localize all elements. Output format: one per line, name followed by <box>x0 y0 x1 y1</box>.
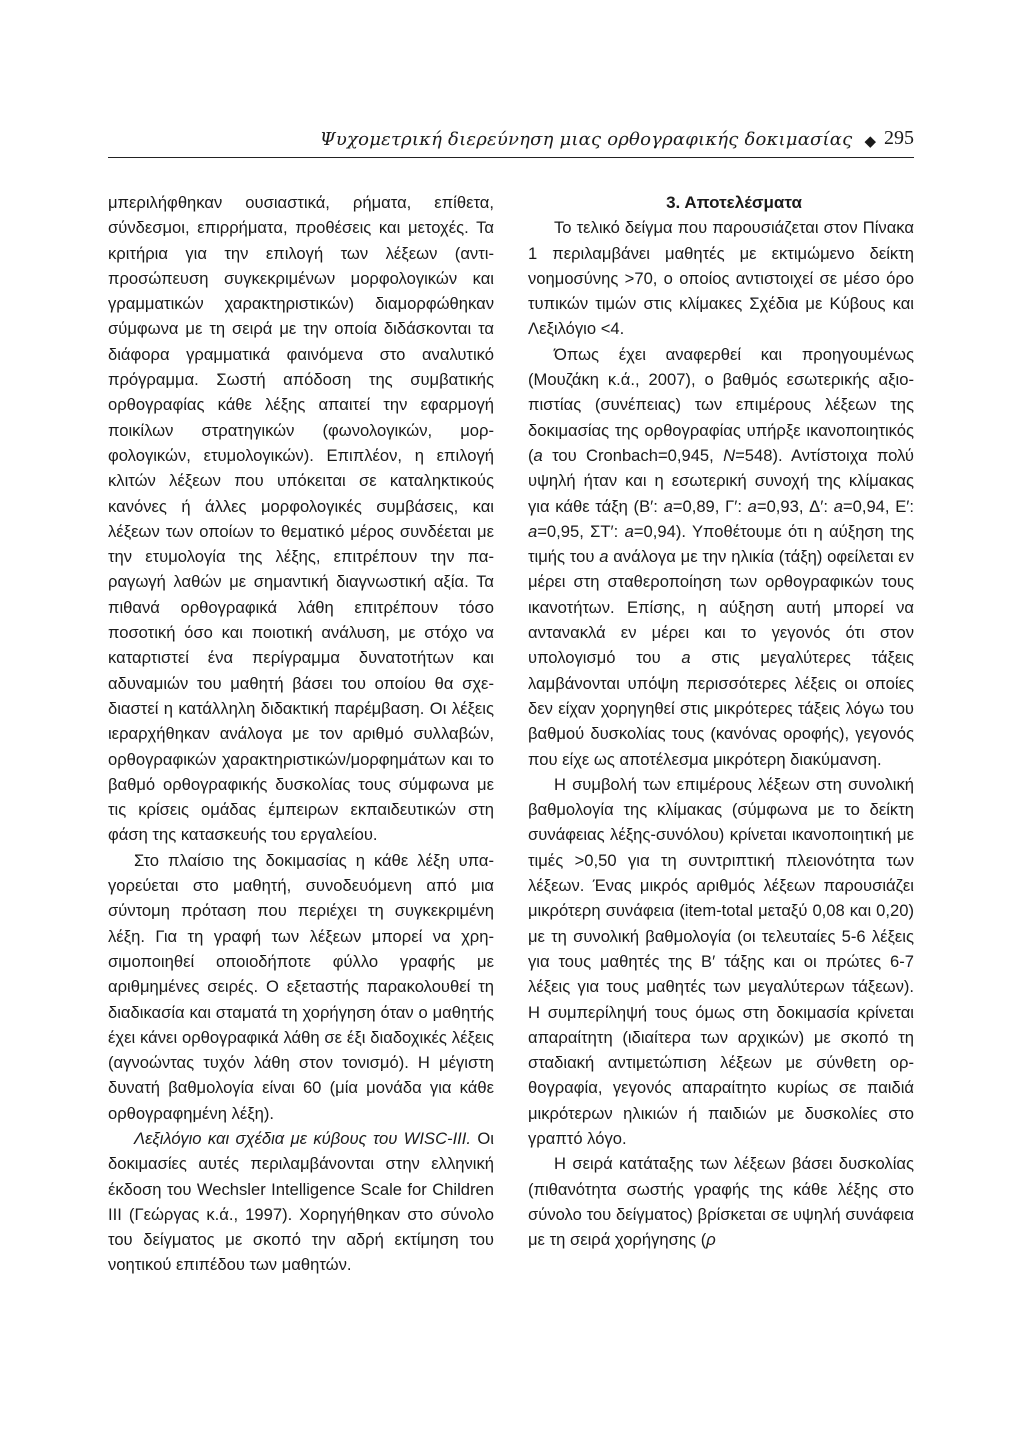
running-head <box>108 120 914 158</box>
symbol-a: a <box>624 521 634 541</box>
paragraph <box>528 342 914 772</box>
symbol-a: a <box>681 648 691 668</box>
text-run: =0,94). Υποθέτουμε ότι η αύξηση της τιμής του <box>528 521 914 567</box>
symbol-a: a <box>747 496 757 516</box>
text-run: Όπως έχει αναφερθεί και προηγουμένως (Μουζάκη κ.ά., 2007), ο βαθμός εσωτερικής αξιοπιστίας (συνέπειας) των επιμέρους λέξεων της δοκιμασίας της ορθογραφίας υπήρξε ικανοποιητικός ( <box>528 344 914 465</box>
text-run: =0,89, Γ′: <box>672 496 748 516</box>
symbol-rho: ρ <box>706 1230 716 1250</box>
running-head-title: Ψυχομετρική διερεύνηση μιας ορθογραφικής δοκιμασίας <box>319 129 853 150</box>
paragraph-text: Οι δοκιμασίες αυτές περιλαμβάνονται στην ελληνική έκδοση του Wechsler Intelligence Scale for Children III (Γεώργας κ.ά., 1997). Χορηγήθηκαν στο σύνολο του δείγματος με σκοπό την αδρή εκτίμηση του νοητικού επιπέδου των μαθητών. <box>108 1128 494 1275</box>
text-run: =548). Αντίστοιχα πολύ υψηλή ήταν και η εσωτερική συνοχή της κλίμακας για κάθε τάξη (Β′: <box>528 445 915 516</box>
right-column <box>528 190 914 1252</box>
symbol-a: a <box>533 445 543 465</box>
paragraph: μπεριλήφθηκαν ουσιαστικά, ρήματα, επίθετα, σύνδεσμοι, επιρρήματα, προθέσεις και μετοχές. Τα κριτήρια για την επιλογή των λέξεων (αντιπροσώπευση συγκεκριμένων μορφολογικών και γραμματικών χαρακτηριστικών) διαμορφώθηκαν σύμφωνα με τη σειρά με την οποία διδάσκονται τα διάφορα γραμματικά φαινόμενα στο αναλυτικό πρόγραμμα. Σωστή απόδοση της συμβατικής ορθογραφίας κάθε λέξης απαιτεί την εφαρμογή ποικίλων στρατηγικών (φωνολογικών, μορφολογικών, ετυμολογικών). Επιπλέον, η επιλογή κλιτών λέξεων που υπόκειται σε καταληκτικούς κανόνες ή άλλες μορφολογικές συμβάσεις, και λέξεων των οποίων το θεματικό μέρος συνδέεται με την ετυμολογία της λέξης, επιτρέπουν την παραγωγή λαθών με σημαντική διαγνωστική αξία. Τα πιθανά ορθογραφικά λάθη επιτρέπουν τόσο ποσοτική όσο και ποιοτική ανάλυση, με στόχο να καταρτιστεί ένα περίγραμμα δυνατοτήτων και αδυναμιών του μαθητή βάσει του οποίου θα σχεδιαστεί η κατάλληλη διδακτική παρέμβαση. Οι λέξεις ιεραρχήθηκαν ανάλογα με τον αριθμό συλλαβών, ορθογραφικών χαρακτηριστικών/μορφημάτων και το βαθμό ορθογραφικής δυσκολίας τους σύμφωνα με τις κρίσεις ομάδας έμπειρων εκπαιδευτικών στη φάση της κατασκευής του εργαλείου. <box>108 193 494 845</box>
symbol-a: a <box>528 521 538 541</box>
text-run: =0,95, ΣΤ′: <box>537 521 625 541</box>
section-heading: 3. Αποτελέσματα <box>666 193 802 212</box>
paragraph <box>108 1126 494 1278</box>
symbol-a: a <box>663 496 673 516</box>
page-number: 295 <box>884 127 914 149</box>
paragraph: Η συμβολή των επιμέρους λέξεων στη συνολική βαθμολογία της κλίμακας (σύμφωνα με το δείκτη συνάφειας λέξης-συνόλου) κρίνεται ικανοποιητική με τιμές >0,50 για τη συντριπτική πλειονότητα των λέξεων. Ένας μικρός αριθμός λέξεων παρουσιάζει μικρότερη συνάφεια (item-total μεταξύ 0,08 και 0,20) με τη συνολική βαθμολογία (οι τελευταίες 5-6 λέξεις για τους μαθητές της Β′ τάξης και οι πρώτες 6-7 λέξεις για τους μαθητές των μεγαλύτερων τάξεων). Η συμπερίληψή τους όμως στη δοκιμασία κρίνεται απαραίτητη (ιδιαίτερα των αρχικών) με σκοπό τη σταδιακή αντιμετώπιση λέξεων με σύνθετη ορθογραφία, γεγονός απαραίτητο κυρίως σε παιδιά μικρότερων ηλικιών ή παιδιών με δυσκολίες στο γραπτό λόγο. <box>528 774 914 1148</box>
text-run: Η σειρά κατάταξης των λέξεων βάσει δυσκολίας (πιθανότητα σωστής γραφής της κάθε λέξης στο σύνολο του δείγματος) βρίσκεται σε υψηλή συνάφεια με τη σειρά χορήγησης ( <box>528 1154 914 1250</box>
text-run: =0,93, Δ′: <box>756 496 834 516</box>
symbol-n: N <box>723 445 736 465</box>
text-run: στις μεγαλύτερες τάξεις λαμβάνονται υπόψη περισσότερες λέξεις οι οποίες δεν είχαν χορηγηθεί στις μικρότερες τάξεις λόγω του βαθμού δυσκολίας τους (κανόνας οροφής), γεγονός που είχε ως αποτέλεσμα μικρότερη διακύμανση. <box>528 648 914 769</box>
text-run: =0,94, Ε′: <box>842 496 915 516</box>
text-run: του Cronbach=0,945, <box>542 445 724 465</box>
symbol-a: a <box>599 547 609 567</box>
paragraph: Στο πλαίσιο της δοκιμασίας η κάθε λέξη υπαγορεύεται στο μαθητή, συνοδευόμενη από μια σύντομη πρόταση που περιέχει τη συγκεκριμένη λέξη. Για τη γραφή των λέξεων μπορεί να χρησιμοποιηθεί οποιοδήποτε φύλλο γραφής με αριθμημένες σειρές. Ο εξεταστής παρακολουθεί τη διαδικασία και σταματά τη χορήγηση όταν ο μαθητής έχει κάνει ορθογραφικά λάθη σε έξι διαδοχικές λέξεις (αγνοώντας τυχόν λάθη στον τονισμό). Η μέγιστη δυνατή βαθμολογία είναι 60 (μία μονάδα για κάθε ορθογραφημένη λέξη). <box>108 850 494 1123</box>
paragraph <box>528 1151 914 1252</box>
left-column <box>108 190 494 1278</box>
subsection-title: Λεξιλόγιο και σχέδια με κύβους του WISC-III. <box>134 1128 472 1148</box>
text-run: ανάλογα με την ηλικία (τάξη) οφείλεται εν μέρει στη σταθεροποίηση των ορθογραφικών τους ικανοτήτων. Επίσης, η αύξηση αυτή μπορεί να αντανακλά εν μέρει και το γεγονός ότι στον υπολογισμό του <box>528 547 914 668</box>
diamond-icon: ◆ <box>864 133 876 150</box>
symbol-a: a <box>833 496 843 516</box>
paragraph: Το τελικό δείγμα που παρουσιάζεται στον Πίνακα 1 περιλαμβάνει μαθητές με εκτιμώμενο δείκτη νοημοσύνης >70, ο οποίος αντιστοιχεί σε μέσο όρο τυπικών τιμών στις κλίμακες Σχέδια με Κύβους και Λεξιλόγιο <4. <box>528 218 914 339</box>
